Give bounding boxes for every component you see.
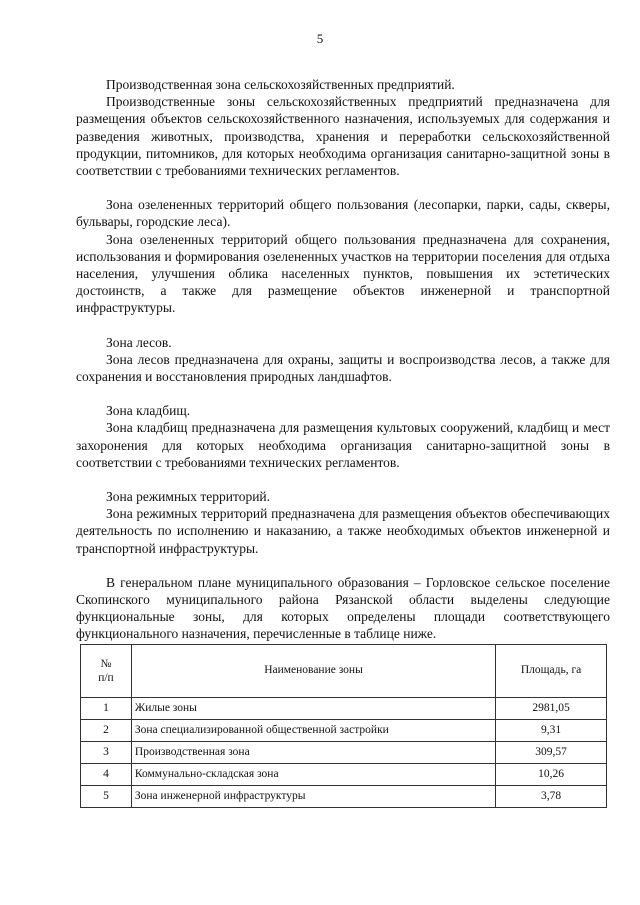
row-number: 4 xyxy=(81,763,132,785)
header-number-line1: № xyxy=(100,657,112,670)
table-row xyxy=(81,697,607,719)
section-cemetery-zone xyxy=(76,402,610,471)
section-heading: Производственная зона сельскохозяйственных предприятий. xyxy=(106,77,455,92)
row-zone-name: Производственная зона xyxy=(131,741,495,763)
section-restricted-zone xyxy=(76,488,610,557)
header-number-line2: п/п xyxy=(98,671,114,684)
row-number: 5 xyxy=(81,785,132,807)
row-zone-name: Коммунально-складская зона xyxy=(131,763,495,785)
section-body: Зона режимных территорий предназначена для размещения объектов обеспечивающих деятельность по исполнению и наказанию, а также необходимых объектов инженерной и транспортной инфраструктуры. xyxy=(76,506,610,556)
row-area: 2981,05 xyxy=(496,697,607,719)
section-body: Зона кладбищ предназначена для размещения культовых сооружений, кладбищ и мест захоронения для которых необходима организация санитарно-защитной зоны в соответствии с требованиями технических регламентов. xyxy=(76,420,610,470)
table-row xyxy=(81,785,607,807)
header-zone-name: Наименование зоны xyxy=(131,644,495,697)
row-number: 2 xyxy=(81,719,132,741)
row-area: 3,78 xyxy=(496,785,607,807)
document-body xyxy=(76,76,610,808)
page-number: 5 xyxy=(316,31,324,46)
row-area: 9,31 xyxy=(496,719,607,741)
row-area: 309,57 xyxy=(496,741,607,763)
row-zone-name: Зона специализированной общественной застройки xyxy=(131,719,495,741)
row-zone-name: Жилые зоны xyxy=(131,697,495,719)
table-header-row xyxy=(81,644,607,697)
section-heading: Зона кладбищ. xyxy=(106,403,191,419)
table-row xyxy=(81,719,607,741)
section-heading: Зона лесов. xyxy=(106,334,172,350)
section-heading: Зона озелененных территорий общего пользования (лесопарки, парки, сады, скверы, бульвары, городские леса). xyxy=(76,197,610,230)
table-row xyxy=(81,741,607,763)
row-area: 10,26 xyxy=(496,763,607,785)
section-forest-zone xyxy=(76,334,610,386)
row-number: 1 xyxy=(81,697,132,719)
section-body: Зона лесов предназначена для охраны, защиты и воспроизводства лесов, а также для сохранения и восстановления природных ландшафтов. xyxy=(76,351,610,385)
row-zone-name: Зона инженерной инфраструктуры xyxy=(131,785,495,807)
row-number: 3 xyxy=(81,741,132,763)
section-body: Зона озелененных территорий общего пользования предназначена для сохранения, использования и формирования озелененных участков на территории поселения для отдыха населения, улучшения облика населенных пунктов, повышения их эстетических достоинств, а также для размещение объектов инженерной и транспортной инфраструктуры. xyxy=(76,231,610,316)
zones-table xyxy=(80,644,607,808)
header-area: Площадь, га xyxy=(496,644,607,697)
table-intro-paragraph: В генеральном плане муниципального образования – Горловское сельское поселение Скопинского муниципального района Рязанской области выделены следующие функциональные зоны, для которых определены площади соответствующего функционального назначения, перечисленные в таблице ниже. xyxy=(76,574,610,642)
section-heading: Зона режимных территорий. xyxy=(106,489,271,505)
section-green-zone xyxy=(76,196,610,316)
header-number xyxy=(81,644,132,697)
table-row xyxy=(81,763,607,785)
section-agricultural-zone xyxy=(76,76,610,179)
section-body: Производственные зоны сельскохозяйственных предприятий предназначена для размещения объектов сельскохозяйственного назначения, используемых для содержания и разведения животных, производства, хранения и переработки сельскохозяйственной продукции, питомников, для которых необходима организация санитарно-защитной зоны в соответствии с требованиями технических регламентов. xyxy=(76,94,610,179)
